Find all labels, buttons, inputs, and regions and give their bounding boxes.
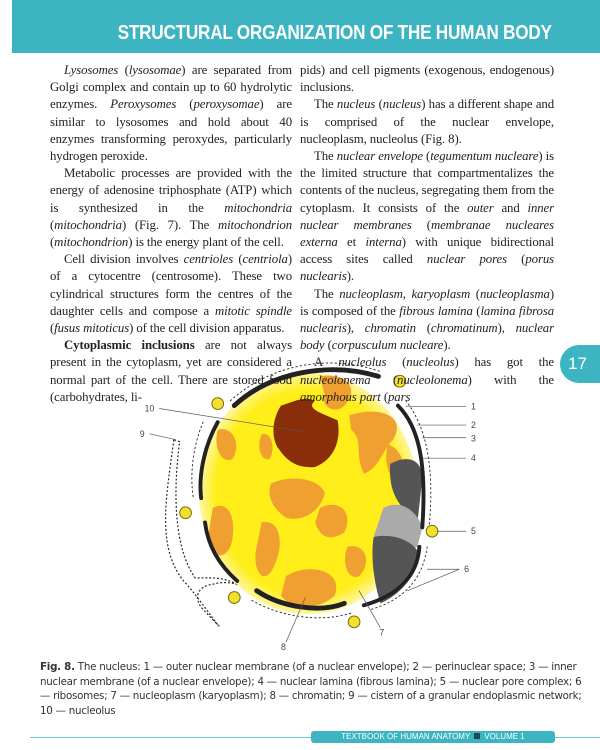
chapter-header: [12, 0, 600, 53]
paragraph-nucleolus: [300, 354, 554, 406]
text: ) of the cell division apparatus.: [129, 321, 285, 336]
term: chromatin: [364, 321, 416, 336]
label-1: 1: [471, 401, 476, 412]
term: membranae nucleares externa: [300, 217, 554, 250]
text: (: [233, 252, 243, 267]
text: (: [422, 149, 431, 164]
term: fusus mitoticus: [54, 321, 130, 336]
label-9: 9: [139, 428, 145, 439]
term: pars: [388, 389, 411, 404]
term: centrioles: [183, 252, 234, 267]
term: mitochondrion: [217, 217, 292, 232]
text: (: [506, 252, 526, 267]
term: nucleolus: [406, 355, 455, 370]
term: Lysosomes: [64, 63, 119, 77]
text: (: [50, 235, 55, 250]
text: A: [314, 355, 339, 370]
text: ) is the limited structure that compartmentalizes the contents of the nucleus, segregating them from the cytoplasm. It consists of the: [300, 149, 554, 215]
paragraph-nuclear-envelope: [300, 148, 554, 286]
text: ) is the energy plant of the cell.: [128, 235, 284, 250]
term: mitochondria: [54, 217, 122, 232]
footer-book-title: [311, 731, 555, 743]
label-6: 6: [464, 564, 470, 575]
figure-caption: [40, 660, 585, 718]
text: ) with the: [467, 372, 555, 387]
text: The: [314, 149, 337, 164]
term: nuclear envelope: [336, 149, 423, 164]
term: corpusculum nucleare: [331, 338, 444, 353]
text: (: [415, 321, 431, 336]
term: mitochondrion: [54, 235, 129, 250]
term: porus nuclearis: [300, 252, 554, 284]
text: pids) and cell pigments (exogenous, endogenous) inclusions.: [300, 63, 554, 95]
text: (: [370, 372, 398, 387]
term: lamina fibrosa nuclearis: [300, 303, 554, 336]
term: nucleolonema: [397, 372, 468, 387]
label-7: 7: [379, 627, 385, 638]
term: nucleolus: [338, 355, 387, 370]
text: (: [324, 338, 332, 353]
text: ) has got the: [454, 355, 555, 370]
text: Metabolic processes are provided with the energy of adenosine triphosphate (ATP) which is synthesized in the: [50, 166, 292, 215]
caption-text: The nucleus: 1 — outer nuclear membrane (of a nuclear envelope); 2 — perinuclear space; 3 — inner nuclear membrane (of a nuclear envelope); 4 — nuclear lamina (fibrous lamina); 5 — nuclear pore complex; 6 — ribosomes; 7 — nucleoplasm (karyoplasm); 8 — chromatin; 9 — cistern of a granular endoplasmic network; 10 — nucleolus: [40, 661, 582, 717]
term: mitotic spindle: [214, 303, 292, 318]
label-3: 3: [471, 433, 476, 444]
text: (: [380, 389, 388, 404]
text: (: [470, 286, 480, 301]
text: ) are similar to lysosomes and hold about 40 enzymes transforming peroxydes, particularly hydrogen peroxide.: [50, 97, 292, 164]
paragraph-nucleoplasm: [300, 286, 554, 355]
term: nucleus: [382, 97, 422, 112]
term: chromatinum: [430, 321, 498, 336]
text: ) (Fig. 7). The: [121, 217, 218, 232]
bold-term: Cytoplasmic inclusions: [64, 338, 195, 353]
text: The: [314, 97, 337, 112]
text: (: [411, 217, 431, 232]
term: interna: [365, 235, 402, 250]
term: nucleolonema: [300, 372, 371, 387]
label-8: 8: [281, 642, 286, 653]
term: mitochondria: [224, 200, 292, 215]
text: ).: [346, 269, 354, 284]
page-number: 17: [568, 354, 587, 373]
text: ) with unique bidirectional access sites called: [300, 235, 555, 267]
text: ),: [497, 321, 516, 336]
term: lysosomae: [128, 63, 182, 77]
text: (: [118, 63, 129, 77]
term: peroxysomae: [193, 97, 260, 112]
right-text-column: [300, 62, 554, 406]
term: amorphous part: [300, 389, 381, 404]
text: The: [314, 286, 340, 301]
paragraph-inclusions: [50, 337, 292, 406]
term: nucleoplasm: [339, 286, 403, 301]
text: Cell division involves: [64, 252, 184, 267]
text: ) are separated from Golgi complex and contain up to 60 hydrolytic enzymes.: [50, 63, 292, 112]
text: (: [176, 97, 194, 112]
label-10: 10: [144, 403, 155, 414]
term: outer: [467, 200, 494, 215]
text: ),: [346, 321, 365, 336]
term: centriola: [242, 252, 288, 267]
term: karyoplasm: [411, 286, 471, 301]
term: inner nuclear membranes: [300, 200, 554, 232]
text: ) has a different shape and is comprised of the nuclear envelope, nucleoplasm, nucleolus (Fig. 8).: [300, 97, 555, 146]
text: are not always present in the cytoplasm, yet are considered a normal part of the cell. There are stored food (carbohydrates, li-: [50, 338, 292, 404]
text: ) of a cytocentre (centrosome). These two cylindrical structures form the centres of the daughter cells and compose a: [50, 252, 292, 318]
text: (: [375, 97, 383, 112]
text: (: [50, 321, 55, 336]
square-bullet-icon: [474, 733, 480, 739]
label-4: 4: [471, 453, 476, 464]
page-number-tab: [560, 345, 600, 383]
chapter-title: STRUCTURAL ORGANIZATION OF THE HUMAN BODY: [117, 22, 552, 44]
text: ,: [402, 286, 412, 301]
term: nuclear body: [300, 321, 554, 353]
term: nucleus: [336, 97, 376, 112]
text: (: [472, 303, 481, 318]
paragraph-lysosomes: [50, 62, 292, 165]
book-title: TEXTBOOK OF HUMAN ANATOMY: [341, 732, 471, 741]
term: nucleoplasma: [479, 286, 550, 301]
paragraph-cell-division: [50, 251, 292, 337]
term: fibrous lamina: [399, 303, 473, 318]
text: ) is composed of the: [300, 286, 554, 318]
text: (: [386, 355, 407, 370]
label-5: 5: [471, 526, 476, 537]
volume-label: VOLUME 1: [484, 732, 525, 741]
term: tegumentum nucleare: [430, 149, 539, 164]
left-text-column: [50, 62, 292, 406]
term: Peroxysomes: [110, 97, 177, 112]
label-2: 2: [471, 419, 476, 430]
paragraph-continued: [300, 62, 554, 96]
paragraph-metabolic: [50, 165, 292, 251]
figure-number: Fig. 8.: [40, 661, 75, 673]
term: nuclear pores: [426, 252, 507, 267]
text: ).: [443, 338, 451, 353]
text: and: [493, 200, 528, 215]
text: et: [337, 235, 366, 250]
text: (: [50, 217, 55, 232]
paragraph-nucleus: [300, 96, 554, 148]
